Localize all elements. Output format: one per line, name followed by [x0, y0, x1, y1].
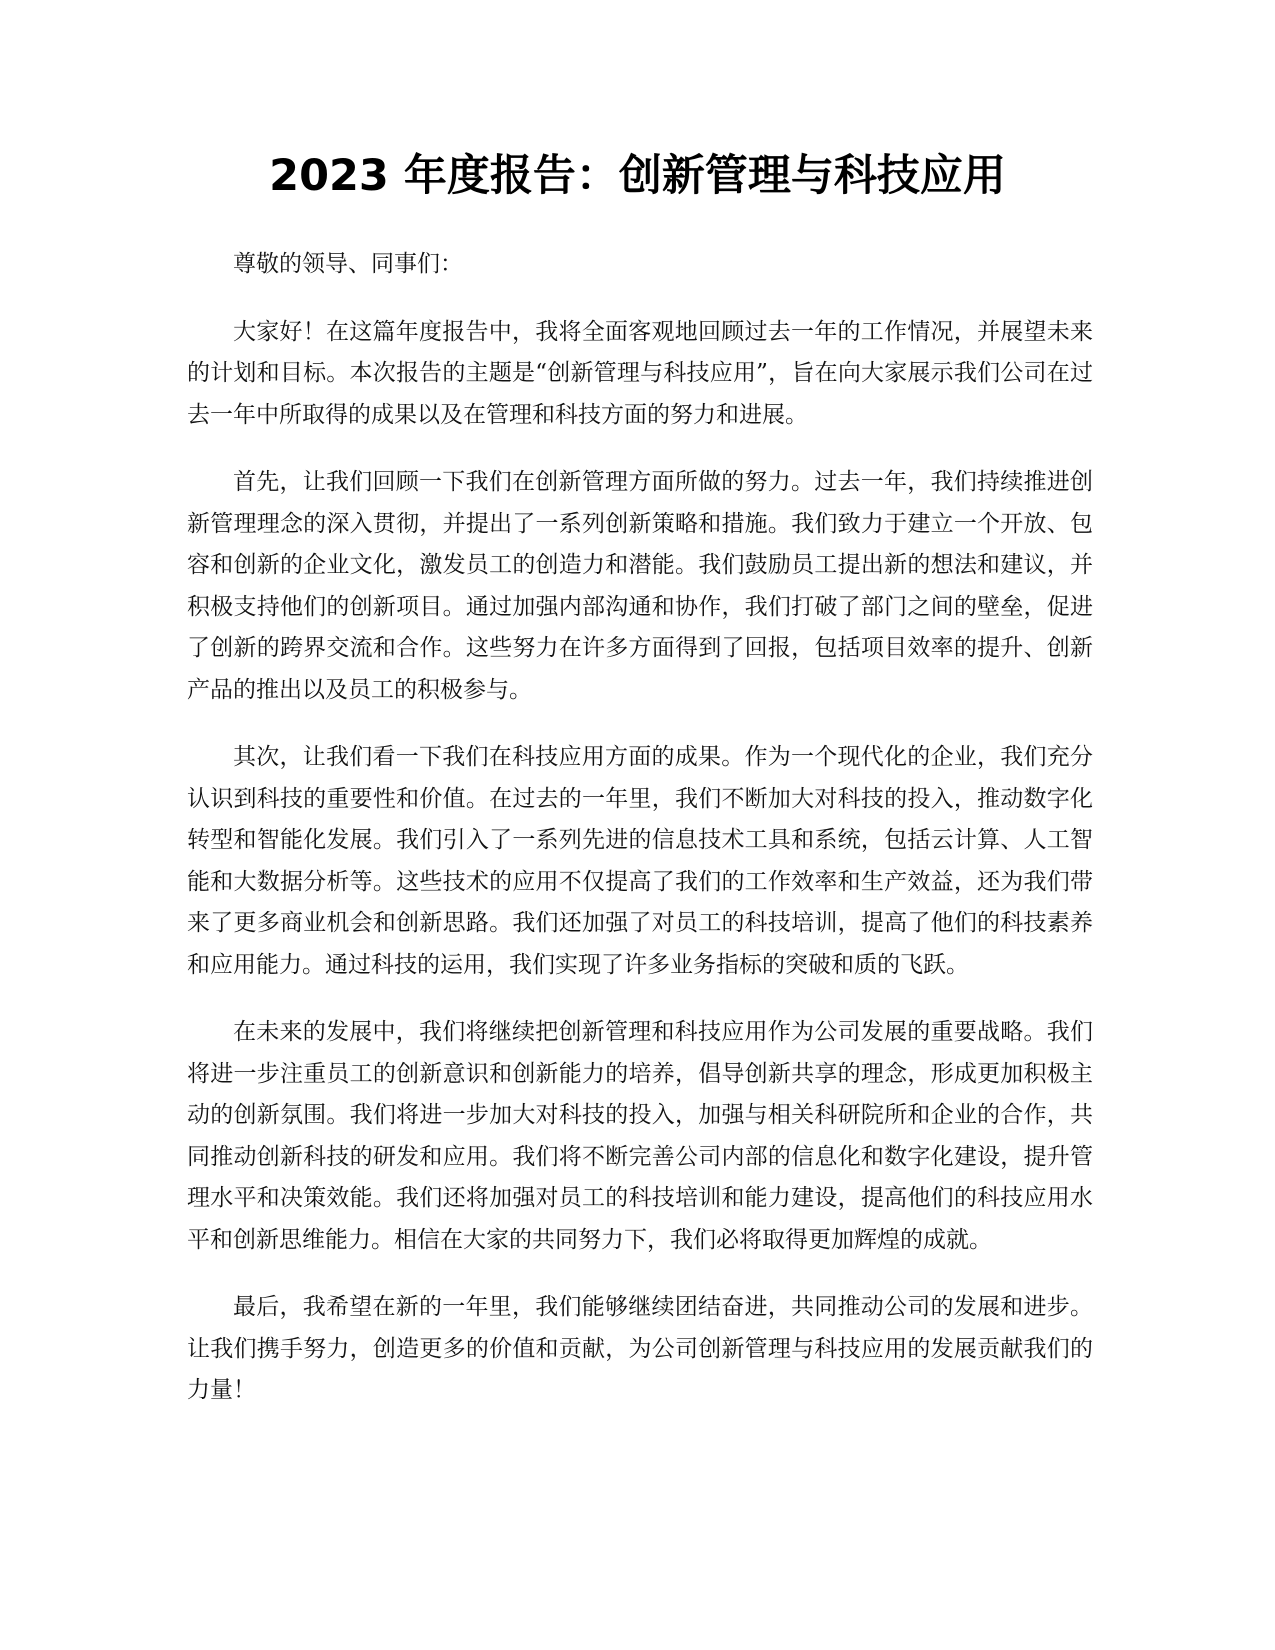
document-body: [187, 244, 1093, 1438]
paragraph-innovation-management: 首先，让我们回顾一下我们在创新管理方面所做的努力。过去一年，我们持续推进创新管理理念的深入贯彻，并提出了一系列创新策略和措施。我们致力于建立一个开放、包容和创新的企业文化，激发员工的创造力和潜能。我们鼓励员工提出新的想法和建议，并积极支持他们的创新项目。通过加强内部沟通和协作，我们打破了部门之间的壁垒，促进了创新的跨界交流和合作。这些努力在许多方面得到了回报，包括项目效率的提升、创新产品的推出以及员工的积极参与。: [187, 469, 1093, 703]
paragraph-technology-application: 其次，让我们看一下我们在科技应用方面的成果。作为一个现代化的企业，我们充分认识到科技的重要性和价值。在过去的一年里，我们不断加大对科技的投入，推动数字化转型和智能化发展。我们引入了一系列先进的信息技术工具和系统，包括云计算、人工智能和大数据分析等。这些技术的应用不仅提高了我们的工作效率和生产效益，还为我们带来了更多商业机会和创新思路。我们还加强了对员工的科技培训，提高了他们的科技素养和应用能力。通过科技的运用，我们实现了许多业务指标的突破和质的飞跃。: [187, 744, 1093, 978]
paragraph-closing: 最后，我希望在新的一年里，我们能够继续团结奋进，共同推动公司的发展和进步。让我们携手努力，创造更多的价值和贡献，为公司创新管理与科技应用的发展贡献我们的力量！: [187, 1294, 1093, 1403]
paragraph-greeting: 大家好！在这篇年度报告中，我将全面客观地回顾过去一年的工作情况，并展望未来的计划和目标。本次报告的主题是“创新管理与科技应用”，旨在向大家展示我们公司在过去一年中所取得的成果以及在管理和科技方面的努力和进展。: [187, 318, 1093, 428]
salutation: 尊敬的领导、同事们：: [233, 251, 463, 277]
document-title: 2023 年度报告：创新管理与科技应用: [269, 151, 1006, 201]
paragraph-future-development: 在未来的发展中，我们将继续把创新管理和科技应用作为公司发展的重要战略。我们将进一步注重员工的创新意识和创新能力的培养，倡导创新共享的理念，形成更加积极主动的创新氛围。我们将进一步加大对科技的投入，加强与相关科研院所和企业的合作，共同推动创新科技的研发和应用。我们将不断完善公司内部的信息化和数字化建设，提升管理水平和决策效能。我们还将加强对员工的科技培训和能力建设，提高他们的科技应用水平和创新思维能力。相信在大家的共同努力下，我们必将取得更加辉煌的成就。: [187, 1019, 1093, 1253]
